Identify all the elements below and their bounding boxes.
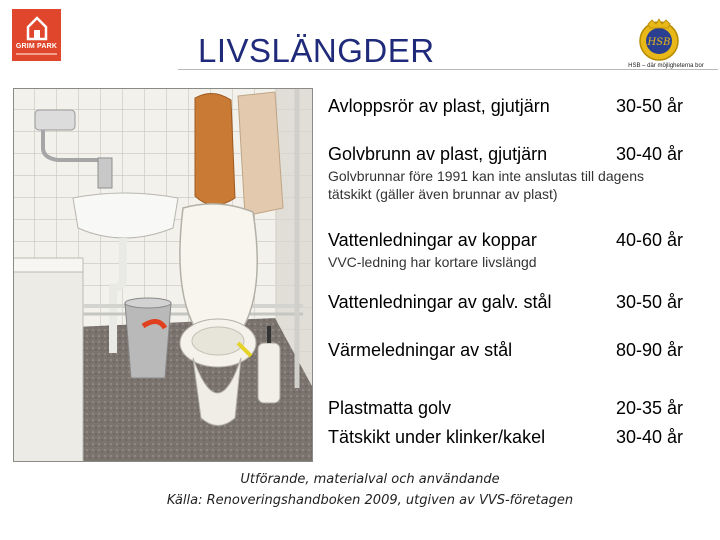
item-value: 80-90 år <box>616 340 684 360</box>
page-title: LIVSLÄNGDER <box>198 32 435 69</box>
hsb-monogram: HSB <box>647 37 671 48</box>
hsb-logo <box>624 18 708 74</box>
note-line: tätskikt (gäller även brunnar av plast) <box>328 186 558 202</box>
item-value: 30-40 år <box>616 144 684 164</box>
logo-underline <box>16 53 57 55</box>
item-label: Plastmatta golv <box>328 398 452 418</box>
item-value: 20-35 år <box>616 398 684 418</box>
hsb-seal-icon <box>638 18 680 62</box>
note-koppar: VVC-ledning har kortare livslängd <box>328 254 537 270</box>
note-line: Golvbrunnar före 1991 kan inte anslutas till dagens <box>328 168 644 184</box>
item-label: Vattenledningar av koppar <box>328 230 537 250</box>
note-golvbrunn <box>328 167 708 203</box>
item-value: 30-40 år <box>616 427 684 447</box>
footer-line-1: Utförande, materialval och användande <box>240 472 500 487</box>
hsb-tagline: HSB – där möjligheterna bor <box>628 63 704 69</box>
item-label: Tätskikt under klinker/kakel <box>328 427 546 447</box>
bathroom-photo <box>13 88 313 462</box>
item-value: 40-60 år <box>616 230 684 250</box>
house-icon <box>26 15 48 41</box>
bathroom-illustration <box>13 88 313 462</box>
footer-source: Källa: Renoveringshandboken 2009, utgiven av VVS-företagen <box>166 493 574 508</box>
item-label: Värmeledningar av stål <box>328 340 513 360</box>
item-value: 30-50 år <box>616 292 684 312</box>
item-label: Golvbrunn av plast, gjutjärn <box>328 144 548 164</box>
item-label: Avloppsrör av plast, gjutjärn <box>328 96 550 116</box>
item-label: Vattenledningar av galv. stål <box>328 292 552 312</box>
grimpark-logo <box>12 9 61 61</box>
item-value: 30-50 år <box>616 96 684 116</box>
logo-name: GRIM PARK <box>15 43 58 50</box>
